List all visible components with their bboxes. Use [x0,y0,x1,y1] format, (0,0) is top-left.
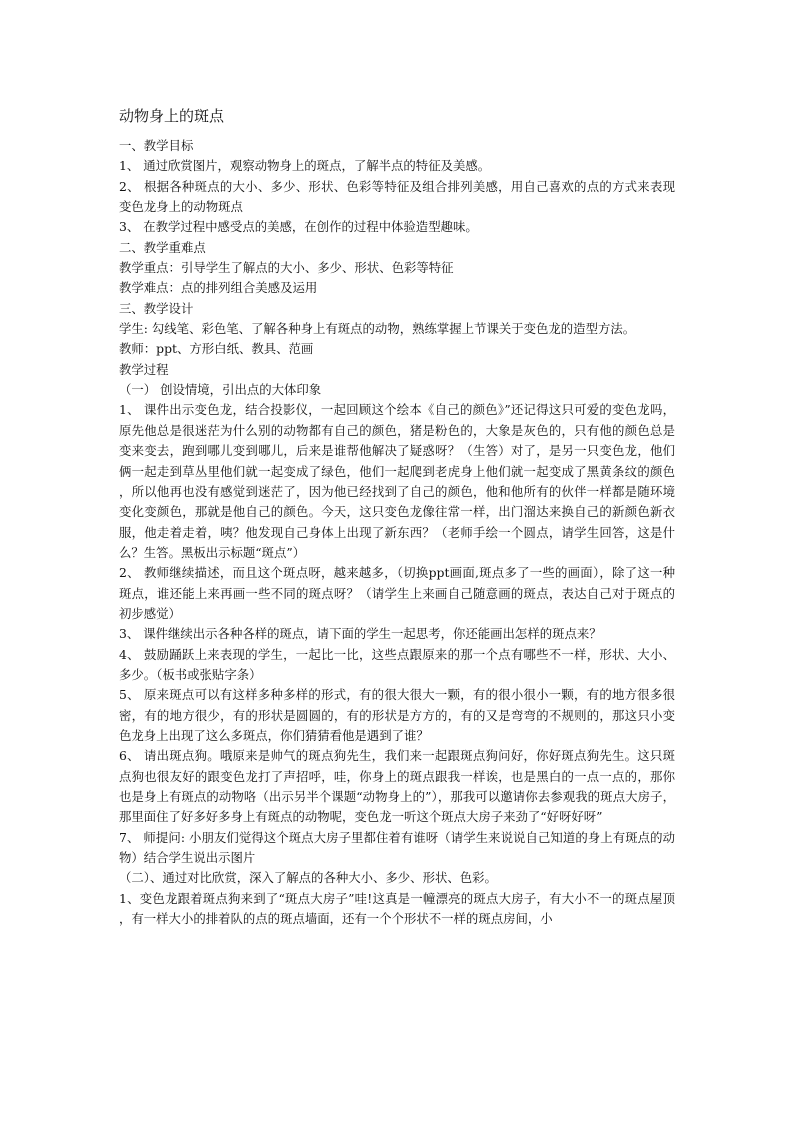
heading-key-points: 二、教学重难点 [119,239,206,255]
section-heading: （二）、通过对比欣赏，深入了解点的各种大小、多少、形状、色彩。 [119,870,497,886]
key-point: 教学重点：引导学生了解点的大小、多少、形状、色彩等特征 [119,260,454,276]
process-paragraph: 5、 原来斑点可以有这样多种多样的形式，有的很大很大一颗，有的很小很小一颗，有的地方很多很密，有的地方很少，有的形状是圆圆的，有的形状是方方的，有的又是弯弯的不规则的，那这只小变色龙身上出现了这么多斑点，你们猜猜看他是遇到了谁？ [119,687,675,743]
heading-objectives: 一、教学目标 [119,138,194,153]
student-materials: 学生: 勾线笔、彩色笔、了解各种身上有斑点的动物，熟练掌握上节课关于变色龙的造型方法。 [119,321,636,337]
objective-item: 2、 根据各种斑点的大小、多少、形状、色彩等特征及组合排列美感，用自己喜欢的点的方式来表现变色龙身上的动物斑点 [119,178,675,215]
document-page [119,104,675,929]
process-paragraph: 1、变色龙跟着斑点狗来到了“斑点大房子”哇!这真是一幢漂亮的斑点大房子，有大小不一的斑点屋顶，有一样大小的排着队的点的斑点墙面，还有一个个形状不一样的斑点房间，小 [119,890,675,927]
document-body [119,136,675,929]
objective-item: 1、 通过欣赏图片，观察动物身上的斑点，了解半点的特征及美感。 [119,158,491,174]
process-paragraph: 6、 请出斑点狗。哦原来是帅气的斑点狗先生，我们来一起跟斑点狗问好，你好斑点狗先生。这只斑点狗也很友好的跟变色龙打了声招呼，哇，你身上的斑点跟我一样诶，也是黑白的一点一点的，那你也是身上有斑点的动物咯（出示另半个课题“动物身上的”），那我可以邀请你去参观我的斑点大房子，那里面住了好多好多身上有斑点的动物呢，变色龙一听这个斑点大房子来劲了“好呀好呀” [119,748,675,825]
document-title: 动物身上的斑点 [119,107,225,125]
process-paragraph: 1、 课件出示变色龙，结合投影仪，一起回顾这个绘本《自己的颜色》”还记得这只可爱的变色龙吗，原先他总是很迷茫为什么别的动物都有自己的颜色，猪是粉色的，大象是灰色的，只有他的颜色总是变来变去，跑到哪儿变到哪儿，后来是谁帮他解决了疑惑呀？（生答）对了，是另一只变色龙，他们俩一起走到草丛里他们就一起变成了绿色，他们一起爬到老虎身上他们就一起变成了黑黄条纹的颜色，所以他再也没有感觉到迷茫了，因为他已经找到了自己的颜色，他和他所有的伙伴一样都是随环境变化变颜色，那就是他自己的颜色。今天，这只变色龙像往常一样，出门溜达来换自己的新颜色新衣服，他走着走着，咦？他发现自己身体上出现了新东西？（老师手绘一个圆点，请学生回答，这是什么？生答。黑板出示标题“斑点”） [119,402,675,560]
process-paragraph: 3、 课件继续出示各种各样的斑点，请下面的学生一起思考，你还能画出怎样的斑点来？ [119,626,602,642]
process-paragraph: 2、 教师继续描述，而且这个斑点呀，越来越多，（切换ppt画面,斑点多了一些的画面），除了这一种斑点，谁还能上来再画一些不同的斑点呀？（请学生上来画自己随意画的斑点，表达自己对于斑点的初步感觉） [119,565,675,621]
teacher-materials: 教师：ppt、方形白纸、教具、范画 [119,341,314,357]
section-heading: （一） 创设情境，引出点的大体印象 [119,382,322,398]
heading-teaching-design: 三、教学设计 [119,300,194,316]
objective-item: 3、 在教学过程中感受点的美感，在创作的过程中体验造型趣味。 [119,219,478,235]
process-paragraph: 4、 鼓励踊跃上来表现的学生，一起比一比，这些点跟原来的那一个点有哪些不一样，形状、大小、多少。（板书或张贴字条） [119,646,675,682]
difficult-point: 教学难点：点的排列组合美感及运用 [119,280,318,296]
process-paragraph: 7、 师提问: 小朋友们觉得这个斑点大房子里都住着有谁呀（请学生来说说自己知道的身上有斑点的动物）结合学生说出示图片 [119,829,675,866]
heading-process: 教学过程 [119,361,169,377]
